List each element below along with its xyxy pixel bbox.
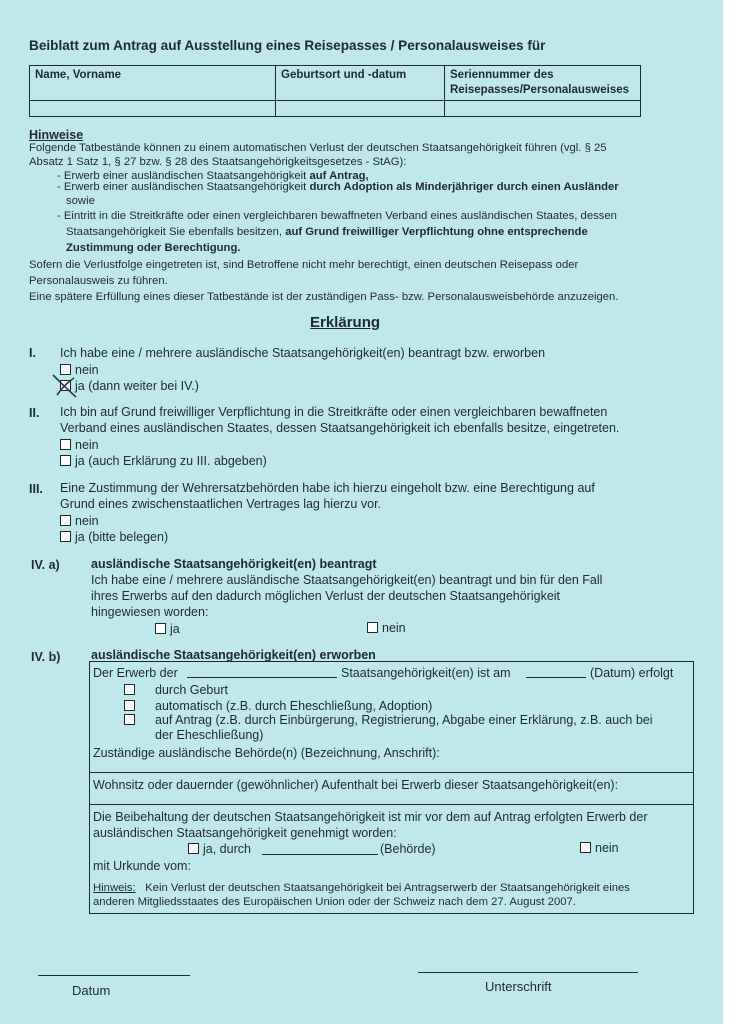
automatisch-checkbox[interactable] <box>124 700 135 711</box>
question-3-line2: Grund eines zwischenstaatlichen Vertrages lag hierzu vor. <box>60 497 382 511</box>
erwerb-label-2: Staatsangehörigkeit(en) ist am <box>341 666 511 680</box>
question-2-number: II. <box>29 406 40 420</box>
beibehaltung-line1: Die Beibehaltung der deutschen Staatsangehörigkeit ist mir vor dem auf Antrag erfolgten Erwerb der <box>93 810 648 824</box>
question-1-number: I. <box>29 346 36 360</box>
hinweise-bullet-3-line1: - Eintritt in die Streitkräfte oder einen vergleichbaren bewaffneten Verband eines ausländischen Staates, dessen <box>57 210 617 222</box>
option-ja-durch[interactable]: ja, durch <box>188 841 251 857</box>
geburt-checkbox[interactable] <box>124 684 135 695</box>
question-2-line2: Verband eines ausländischen Staates, dessen Staatsangehörigkeit ich ebenfalls besitze, eingetreten. <box>60 421 620 435</box>
question-4a-yes-checkbox[interactable] <box>155 623 166 634</box>
question-4b-heading: ausländische Staatsangehörigkeit(en) erworben <box>91 648 376 662</box>
question-3-yes-checkbox[interactable] <box>60 531 71 542</box>
hinweise-outro-line1: Sofern die Verlustfolge eingetreten ist, sind Betroffene nicht mehr berechtigt, einen deutschen Reisepass oder <box>29 259 579 271</box>
option-auf-antrag-line2: der Eheschließung) <box>155 728 264 742</box>
auf-antrag-checkbox[interactable] <box>124 714 135 725</box>
name-column-header: Name, Vorname <box>30 66 276 101</box>
hinweis-note-line2: anderen Mitgliedsstaates des Europäischen Union oder der Schweiz nach dem 27. August 2007. <box>93 896 576 908</box>
datum-label: Datum <box>72 983 111 998</box>
behoerde-input-line[interactable] <box>262 854 378 855</box>
question-3-number: III. <box>29 482 43 496</box>
erklaerung-heading: Erklärung <box>310 314 381 331</box>
question-2-option-yes[interactable]: ja (auch Erklärung zu III. abgeben) <box>60 453 267 469</box>
hinweise-outro-line2: Personalausweis zu führen. <box>29 275 168 287</box>
question-4a-no-checkbox[interactable] <box>367 622 378 633</box>
erwerb-label-1: Der Erwerb der <box>93 666 178 680</box>
hinweis-note-label: Hinweis: <box>93 882 136 894</box>
hinweise-intro-line1: Folgende Tatbestände können zu einem automatischen Verlust der deutschen Staatsangehörigkeit führen (vgl. § 25 <box>29 142 607 154</box>
option-durch-geburt: durch Geburt <box>155 683 228 697</box>
hinweise-bullet-2: - Erwerb einer ausländischen Staatsangehörigkeit durch Adoption als Minderjähriger durch einen Ausländer <box>57 181 619 193</box>
hinweise-intro-line2: Absatz 1 Satz 1, § 27 bzw. § 28 des Staatsangehörigkeitsgesetzes - StAG): <box>29 156 407 168</box>
erwerb-label-3: (Datum) erfolgt <box>590 666 674 680</box>
birthplace-field[interactable] <box>276 101 445 117</box>
unterschrift-label: Unterschrift <box>485 979 552 994</box>
handwritten-cross-mark-icon <box>50 372 80 400</box>
hinweise-heading: Hinweise <box>29 128 84 142</box>
question-4a-line3: hingewiesen worden: <box>91 605 209 619</box>
question-2-no-checkbox[interactable] <box>60 439 71 450</box>
hinweise-bullet-2-cont: sowie <box>66 195 95 207</box>
unterschrift-signature-line[interactable] <box>418 972 638 973</box>
hinweise-outro-line3: Eine spätere Erfüllung eines dieser Tatbestände ist der zuständigen Pass- bzw. Personalausweisbehörde anzuzeigen. <box>29 291 619 303</box>
staatsangehoerigkeit-input-line[interactable] <box>187 677 337 678</box>
question-3-no-checkbox[interactable] <box>60 515 71 526</box>
erwerb-date-input-line[interactable] <box>526 677 586 678</box>
beibehaltung-line2: ausländischen Staatsangehörigkeit genehmigt worden: <box>93 826 397 840</box>
serial-column-header <box>445 66 641 101</box>
question-4a-option-yes[interactable]: ja <box>155 621 180 637</box>
question-2-line1: Ich bin auf Grund freiwilliger Verpflichtung in die Streitkräfte oder einen vergleichbaren bewaffneten <box>60 405 608 419</box>
serial-header-line1: Seriennummer des <box>450 69 554 81</box>
page-title: Beiblatt zum Antrag auf Ausstellung eines Reisepasses / Personalausweises für <box>29 38 546 53</box>
question-4b-divider-1 <box>89 772 694 773</box>
option-nein[interactable]: nein <box>580 840 619 856</box>
question-2-yes-checkbox[interactable] <box>60 455 71 466</box>
wohnsitz-label: Wohnsitz oder dauernder (gewöhnlicher) Aufenthalt bei Erwerb dieser Staatsangehörigkeit(en): <box>93 778 619 792</box>
question-1-text: Ich habe eine / mehrere ausländische Staatsangehörigkeit(en) beantragt bzw. erworben <box>60 346 546 360</box>
nein-checkbox[interactable] <box>580 842 591 853</box>
hinweise-bullet-3-line3: Zustimmung oder Berechtigung. <box>66 242 241 254</box>
personal-data-table <box>29 65 641 117</box>
serial-header-line2: Reisepasses/Personalausweises <box>450 84 630 96</box>
question-4a-option-no[interactable]: nein <box>367 620 406 636</box>
behoerde-label: Zuständige ausländische Behörde(n) (Bezeichnung, Anschrift): <box>93 746 440 760</box>
birthplace-column-header: Geburtsort und -datum <box>276 66 445 101</box>
datum-signature-line[interactable] <box>38 975 190 976</box>
question-1-option-no[interactable]: nein <box>60 362 99 378</box>
question-2-option-no[interactable]: nein <box>60 437 99 453</box>
behoerde-caption: (Behörde) <box>380 842 436 856</box>
hinweise-bullet-1: - Erwerb einer ausländischen Staatsangehörigkeit auf Antrag, <box>57 170 369 182</box>
option-auf-antrag-line1: auf Antrag (z.B. durch Einbürgerung, Registrierung, Abgabe einer Erklärung, z.B. auch bei <box>155 713 653 727</box>
question-3-line1: Eine Zustimmung der Wehrersatzbehörden habe ich hierzu eingeholt bzw. eine Berechtigung auf <box>60 481 595 495</box>
question-4b-number: IV. b) <box>31 650 61 664</box>
urkunde-label: mit Urkunde vom: <box>93 859 191 873</box>
option-automatisch: automatisch (z.B. durch Eheschließung, Adoption) <box>155 699 433 713</box>
question-4a-line2: ihres Erwerbs auf den dadurch möglichen Verlust der deutschen Staatsangehörigkeit <box>91 589 561 603</box>
question-4a-line1: Ich habe eine / mehrere ausländische Staatsangehörigkeit(en) beantragt und bin für den Fall <box>91 573 603 587</box>
name-field[interactable] <box>30 101 276 117</box>
hinweise-bullet-3-line2: Staatsangehörigkeit Sie ebenfalls besitzen, auf Grund freiwilliger Verpflichtung ohne entsprechende <box>66 226 588 238</box>
question-1-option-yes[interactable]: ja (dann weiter bei IV.) <box>60 378 199 394</box>
question-3-option-yes[interactable]: ja (bitte belegen) <box>60 529 168 545</box>
hinweis-note-line1: Hinweis: Kein Verlust der deutschen Staatsangehörigkeit bei Antragserwerb der Staatsangehörigkeit eines <box>93 882 630 894</box>
question-3-option-no[interactable]: nein <box>60 513 99 529</box>
question-4a-heading: ausländische Staatsangehörigkeit(en) beantragt <box>91 557 377 571</box>
serial-field[interactable] <box>445 101 641 117</box>
question-4a-number: IV. a) <box>31 558 60 572</box>
ja-durch-checkbox[interactable] <box>188 843 199 854</box>
question-4b-divider-2 <box>89 804 694 805</box>
